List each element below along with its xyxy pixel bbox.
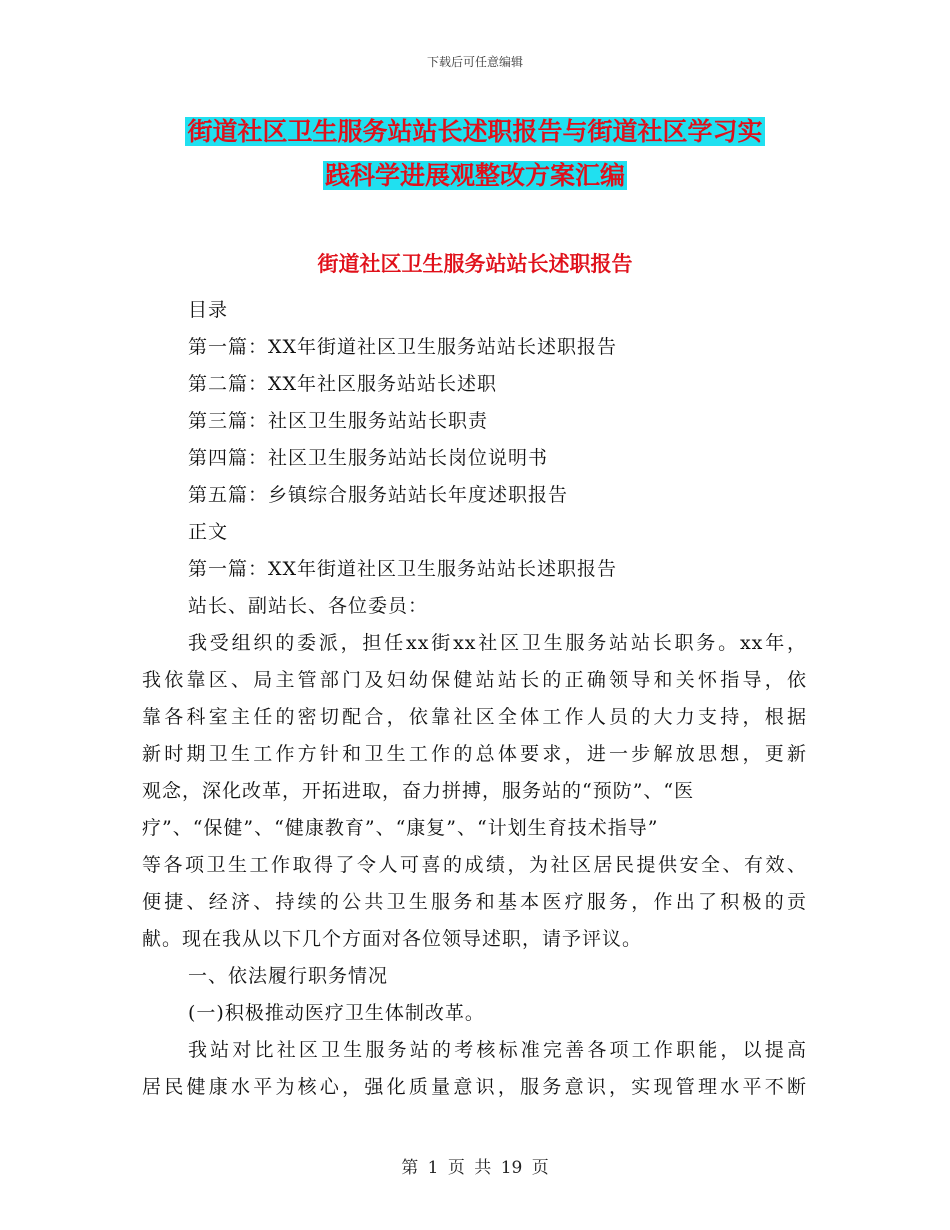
- paragraph-line: 靠各科室主任的密切配合，依靠社区全体工作人员的大力支持，根据: [142, 706, 807, 728]
- paragraph-line: 观念，深化改革，开拓进取，奋力拼搏，服务站的“预防”、“医: [142, 780, 695, 802]
- toc-item: 第一篇：XX年街道社区卫生服务站站长述职报告: [188, 336, 618, 358]
- toc-item: 第四篇：社区卫生服务站站长岗位说明书: [188, 447, 549, 469]
- toc-item: 第二篇：XX年社区服务站站长述职: [188, 373, 498, 395]
- paragraph-line: 疗”、“保健”、“健康教育”、“康复”、“计划生育技术指导”: [142, 817, 659, 839]
- paragraph-line: 新时期卫生工作方针和卫生工作的总体要求，进一步解放思想，更新: [142, 743, 807, 765]
- paragraph-line: 等各项卫生工作取得了令人可喜的成绩，为社区居民提供安全、有效、: [142, 854, 807, 876]
- paragraph-line: 便捷、经济、持续的公共卫生服务和基本医疗服务，作出了积极的贡: [142, 891, 807, 913]
- paragraph-line: 献。现在我从以下几个方面对各位领导述职，请予评议。: [142, 928, 643, 950]
- document-title: [0, 110, 950, 198]
- chapter-title: 第一篇：XX年街道社区卫生服务站站长述职报告: [188, 558, 618, 580]
- section-label: 正文: [188, 521, 229, 543]
- paragraph-line: 我受组织的委派，担任xx街xx社区卫生服务站站长职务。xx年，: [188, 632, 807, 654]
- title-line-1: 街道社区卫生服务站站长述职报告与街道社区学习实: [187, 117, 763, 146]
- document-body: [142, 292, 807, 1106]
- salutation: 站长、副站长、各位委员：: [188, 595, 429, 617]
- heading-level-1: 一、依法履行职务情况: [188, 965, 389, 987]
- toc-heading: 目录: [188, 299, 229, 321]
- section-title: 街道社区卫生服务站站长述职报告: [317, 251, 633, 276]
- heading-level-2: (一)积极推动医疗卫生体制改革。: [188, 1002, 485, 1024]
- header-note: 下载后可任意编辑: [426, 55, 523, 69]
- toc-item: 第五篇：乡镇综合服务站站长年度述职报告: [188, 484, 569, 506]
- paragraph-line: 居民健康水平为核心，强化质量意识，服务意识，实现管理水平不断: [142, 1076, 807, 1098]
- paragraph-line: 我依靠区、局主管部门及妇幼保健站站长的正确领导和关怀指导，依: [142, 669, 807, 691]
- title-line-2: 践科学进展观整改方案汇编: [324, 161, 625, 190]
- toc-item: 第三篇：社区卫生服务站站长职责: [188, 410, 489, 432]
- paragraph-line: 我站对比社区卫生服务站的考核标准完善各项工作职能，以提高: [188, 1039, 807, 1061]
- page-number: 第 1 页 共 19 页: [401, 1158, 549, 1178]
